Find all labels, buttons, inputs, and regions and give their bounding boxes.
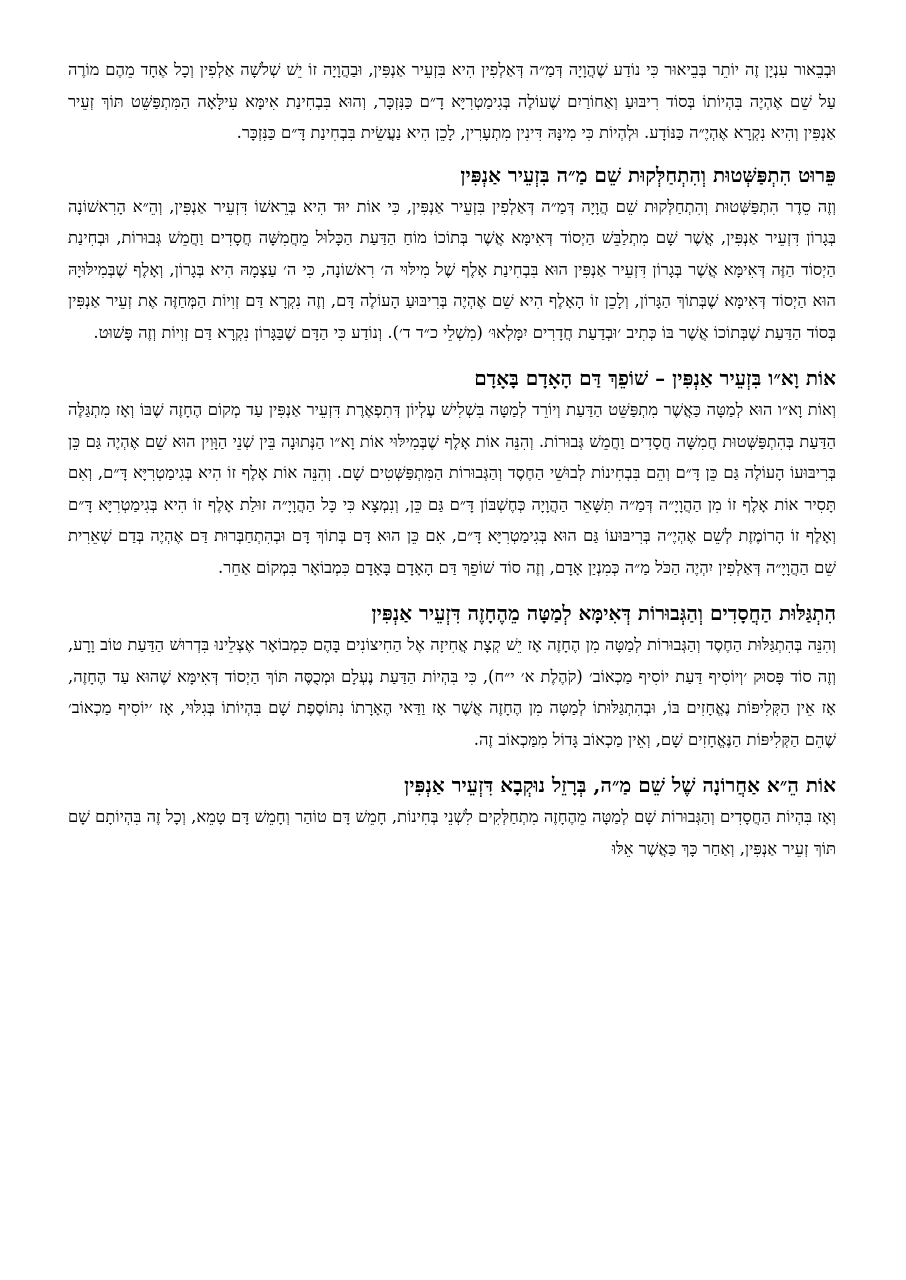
section-heading-final-heh: אוֹת הֵ״א אַחֲרוֹנָה שֶׁל שֵׁם מַ״ה, בְּרָזֵל נוּקְבָא דִּזְעֵיר אַנְפִּין [404,773,836,797]
paragraph-revelation: וְהִנֵּה בְּהִתְגַּלּוּת הַחֶסֶד וְהַגְּבוּרוֹת לְמַטָּה מִן הֶחָזֶה אָז יֵשׁ קְצָת אֲחִיזָה אֶל הַחִיצוֹנִים בָּהֶם כִּמְבוֹאָר אֶצְלֵינוּ בִּדְרוּשׁ הַדַּעַת טוֹב וָרָע, וְזֶה סוֹד פָּסוּק ׳וְיוֹסִיף דַּעַת יוֹסִיף מַכְאוֹב׳ (קֹהֶלֶת א׳ י״ח), כִּי בִּהְיוֹת הַדַּעַת נֶעְלָם וּמְכֻסֶּה תּוֹךְ הַיְסוֹד דְּאִימָּא שֶׁהוּא עַד הֶחָזֶה, אָז אֵין הַקְּלִיפּוֹת נֶאֱחָזִים בּוֹ, וּבְהִתְגַּלּוּתוֹ לְמַטָּה מִן הֶחָזֶה אֲשֶׁר אָז וַדַּאי הֶאָרָתוֹ נִתּוֹסֶפֶת שָׁם בִּהְיוֹתוֹ בְּגִלּוּי, אָז ׳יוֹסִיף מַכְאוֹב׳ שֶׁהֵם הַקְּלִיפּוֹת הַנֶּאֱחָזִים שָׁם, וְאֵין מַכְאוֹב גָּדוֹל מִמַּכְאוֹב זֶה. [68,635,836,749]
section-heading-vav: אוֹת וָא״ו בִּזְעֵיר אַנְפִּין – שׁוֹפֵךְ דַּם הָאָדָם בָּאָדָם [474,366,836,390]
paragraph-expansion: וְזֶה סֵדֶר הִתְפַּשְּׁטוּת וְהִתְחַלְּקוּת שֵׁם הֲוָיָה דְּמַ״ה דְּאַלְפִין בִּזְעֵיר אַנְפִּין, כִּי אוֹת יוּד הִיא בְּרֵאשׁוֹ דִּזְעֵיר אַנְפִּין, וְהֵ״א הָרִאשׁוֹנָה בְּגָרוֹן דִּזְעֵיר אַנְפִּין, אֲשֶׁר שָׁם מִתְלַבֵּשׁ הַיְסוֹד דְּאִימָּא אֲשֶׁר בְּתוֹכוֹ מוֹחַ הַדַּעַת הַכָּלוּל מֵחֲמִשָּׁה חֲסָדִים וַחֲמֵשׁ גְּבוּרוֹת, וּבְחִינַת הַיְסוֹד הַזֶּה דְּאִימָּא אֲשֶׁר בְּגָרוֹן דִּזְעֵיר אַנְפִּין הוּא בִּבְחִינַת אָלֶף שֶׁל מִילּוּי ה׳ רִאשׁוֹנָה, כִּי ה׳ עַצְמָהּ הִיא בְּגָרוֹן, וְאָלֶף שֶׁבְּמִילּוּיָהּ הוּא הַיְסוֹד דְּאִימָּא שֶׁבְּתוֹךְ הַגָּרוֹן, וְלָכֵן זוֹ הָאָלֶף הִיא שֵׁם אֶהְיֶה בְּרִיבּוּעַ הָעוֹלֶה דָּם, וְזֶה נִקְרָא דַּם זְוִיוֹת הַמְּחַזֶּה אֶת זְעֵיר אַנְפִּין בְּסוֹד הַדַּעַת שֶׁבְּתוֹכוֹ אֲשֶׁר בּוֹ כְּתִיב ׳וּבְדַעַת חֲדָרִים יִמָּלְאוּ׳ (מִשְׁלֵי כ״ד ד׳). וְנוֹדַע כִּי הַדָּם שֶׁבַּגָּרוֹן נִקְרָא דַּם זְוִיוֹת וְזֶה פָּשׁוּט. [68,196,836,342]
section-heading-expansion: פֵּרוּט הִתְפַּשְּׁטוּת וְהִתְחַלְּקוּת שֵׁם מַ״ה בִּזְעֵיר אַנְפִּין [460,162,836,187]
document-page [68,54,836,864]
section-heading-revelation: הִתְגַּלּוּת הַחֲסָדִים וְהַגְּבוּרוֹת דְּאִימָּא לְמַטָּה מֵהֶחָזֶה דִּזְעֵיר אַנְפִּין [371,601,836,625]
paragraph-vav: וְאוֹת וָא״ו הוּא לְמַטָּה כַּאֲשֶׁר מִתְפַּשֵּׁט הַדַּעַת וְיוֹרֵד לְמַטָּה בִּשְׁלִישׁ עֶלְיוֹן דְּתִפְאֶרֶת דִּזְעֵיר אַנְפִּין עַד מְקוֹם הֶחָזֶה שֶׁבּוֹ וְאָז מִתְגַּלֶּה הַדַּעַת בְּהִתְפַּשְּׁטוּת חֲמִשָּׁה חֲסָדִים וַחֲמֵשׁ גְּבוּרוֹת. וְהִנֵּה אוֹת אָלֶף שֶׁבְּמִילּוּי אוֹת וָא״ו הַנְּתוּנָה בֵּין שְׁנֵי הַוָּוִין הוּא שֵׁם אֶהְיֶה גַּם כֵּן בְּרִיבּוּעוֹ הָעוֹלֶה גַּם כֵּן דָּ״ם וְהֵם בִּבְחִינוֹת לְבוּשֵׁי הַחֶסֶד וְהַגְּבוּרוֹת הַמִּתְפַּשְּׁטִים שָׁם. וְהִנֵּה אוֹת אָלֶף זוֹ הִיא בְּגִימַטְרִיָּא דָּ״ם, וְאִם תָּסִיר אוֹת אָלֶף זוֹ מִן הַהֲוָיָ״ה דְּמַ״ה תִּשָּׁאֵר הַהֲוָיָה כְּחֶשְׁבּוֹן דָּ״ם גַּם כֵּן, וְנִמְצָא כִּי כָּל הַהֲוָיָ״ה זוּלַת אָלֶף זוֹ הִיא בְּגִימַטְרִיָּא דָּ״ם וְאָלֶף זוֹ הָרוֹמֶזֶת לְשֵׁם אֶהְיֶ״ה בְּרִיבּוּעוֹ גַּם הוּא בְּגִימַטְרִיָּא דָּ״ם, אִם כֵּן הוּא דָּם בְּתוֹךְ דָּם וּבְהִתְחַבְּרוּת דַּם אֶהְיֶה בְּדַם שְׁאֵרִית שֵׁם הַהֲוָיָ״ה דְּאַלְפִין יִהְיֶה הַכֹּל מַ״ה כְּמִנְיַן אָדָם, וְזֶה סוֹד שׁוֹפֵךְ דַּם הָאָדָם בָּאָדָם כִּמְבוֹאָר בִּמְקוֹם אַחֵר. [68,400,836,577]
paragraph-final-heh: וְאָז בִּהְיוֹת הַחֲסָדִים וְהַגְּבוּרוֹת שָׁם לְמַטָּה מֵהֶחָזֶה מִתְחַלְּקִים לִשְׁנֵי בְּחִינוֹת, חָמֵשׁ דָּם טוֹהַר וְחָמֵשׁ דָּם טָמֵא, וְכָל זֶה בִּהְיוֹתָם שָׁם תּוֹךְ זְעֵיר אַנְפִּין, וְאַחַר כָּךְ כַּאֲשֶׁר אֵלּוּ [68,807,836,858]
paragraph-intro: וּבְבֵאור עִנְיָן זֶה יוֹתֵר בְּבֵיאוּר כִּי נוֹדַע שֶׁהֲוָיָה דְּמַ״ה דְּאַלְפִין הִיא בִּזְעֵיר אַנְפִּין, וּבַהֲוָיָה זוֹ יֵשׁ שְׁלֹשָׁה אַלְפִין וְכָל אֶחָד מֵהֶם מוֹרֶה עַל שֵׁם אֶהְיֶה בִּהְיוֹתוֹ בְּסוֹד רִיבּוּעַ וְאַחוֹרַיִם שֶׁעוֹלֶה בְּגִימַטְרִיָּא דָ״ם כַּנִּזְכָּר, וְהוּא בִּבְחִינַת אִימָּא עִילָּאָה הַמִּתְפַּשֵּׁט תּוֹךְ זְעֵיר אַנְפִּין וְהִיא נִקְרָא אֶהְיֶ״ה כַּנּוֹדָע. וּלְהְיוֹת כִּי מִינָּהּ דִּינִין מִתְעָרִין, לָכֵן הִיא נַעֲשֵׂית בִּבְחִינַת דָּ״ם כַּנִּזְכָּר. [68,60,836,142]
